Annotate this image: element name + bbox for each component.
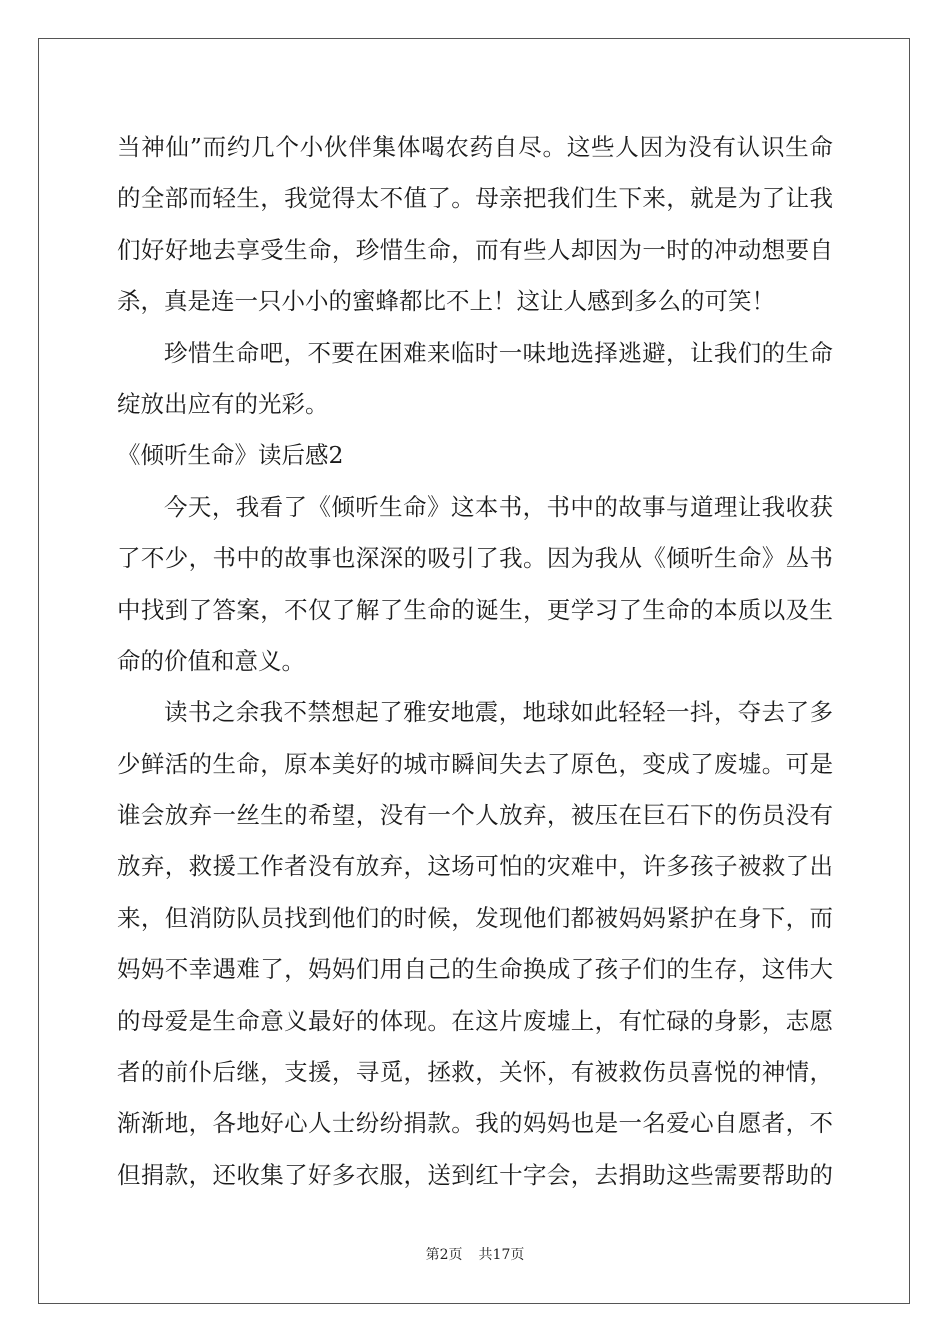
text-line: 命的价值和意义。 (117, 646, 305, 675)
text-line: 今天，我看了《倾听生命》这本书，书中的故事与道理让我收获 (164, 492, 833, 521)
text-line: 谁会放弃一丝生的希望，没有一个人放弃，被压在巨石下的伤员没有 (117, 801, 833, 830)
text-line: 者的前仆后继，支援，寻觅，拯救，关怀，有被救伤员喜悦的神情， (117, 1058, 833, 1087)
text-line: 读书之余我不禁想起了雅安地震，地球如此轻轻一抖，夺去了多 (164, 698, 833, 727)
text-line: 放弃，救援工作者没有放弃，这场可怕的灾难中，许多孩子被救了出 (117, 852, 833, 881)
text-line: 少鲜活的生命，原本美好的城市瞬间失去了原色，变成了废墟。可是 (117, 749, 833, 778)
text-line: 中找到了答案，不仅了解了生命的诞生，更学习了生命的本质以及生 (117, 595, 833, 624)
text-line: 的母爱是生命意义最好的体现。在这片废墟上，有忙碌的身影，志愿 (117, 1006, 833, 1035)
document-body (117, 122, 833, 1201)
text-line: 的全部而轻生，我觉得太不值了。母亲把我们生下来，就是为了让我 (117, 184, 833, 213)
total-pages: 共17页 (478, 1247, 525, 1263)
text-line: 但捐款，还收集了好多衣服，送到红十字会，去捐助这些需要帮助的 (117, 1160, 833, 1189)
text-line: 珍惜生命吧，不要在困难来临时一味地选择逃避，让我们的生命 (164, 338, 833, 367)
text-line: 杀，真是连一只小小的蜜蜂都比不上！这让人感到多么的可笑！ (117, 287, 775, 316)
text-line: 了不少，书中的故事也深深的吸引了我。因为我从《倾听生命》丛书 (117, 544, 833, 573)
text-line: 来，但消防队员找到他们的时候，发现他们都被妈妈紧护在身下，而 (117, 903, 833, 932)
page-number: 第2页 (425, 1247, 463, 1263)
text-line: 渐渐地，各地好心人士纷纷捐款。我的妈妈也是一名爱心自愿者，不 (117, 1109, 833, 1138)
text-line: 妈妈不幸遇难了，妈妈们用自己的生命换成了孩子们的生存，这伟大 (117, 955, 833, 984)
section-heading: 《倾听生命》读后感2 (117, 441, 344, 470)
text-line: 绽放出应有的光彩。 (117, 389, 329, 418)
text-line: 们好好地去享受生命，珍惜生命，而有些人却因为一时的冲动想要自 (117, 235, 833, 264)
text-line: 当神仙”而约几个小伙伴集体喝农药自尽。这些人因为没有认识生命 (117, 133, 833, 161)
page-footer (0, 1244, 950, 1264)
